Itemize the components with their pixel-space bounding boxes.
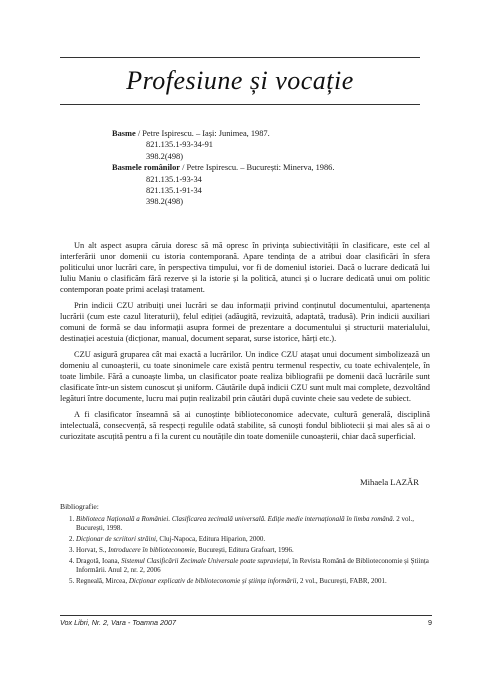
- bib-author: Horvat, S.,: [76, 546, 109, 554]
- header-rule-bottom: [60, 104, 420, 105]
- page-footer: [60, 618, 432, 627]
- reference-entry: [112, 162, 432, 173]
- bibliography-item: [76, 557, 430, 575]
- reference-title: Basmele românilor: [112, 163, 180, 173]
- bib-details: în Revista Română de Biblioteconomie și Știința Informării. Anul 2, nr. 2, 2006: [76, 557, 429, 574]
- czu-code: 398.2(498): [146, 197, 183, 207]
- bibliography: [60, 502, 430, 588]
- body-paragraph: Un alt aspect asupra căruia doresc să mă opresc în privința subiectivității în clasificare, este cel al interferării unor domenii cu istoria contemporană. Apare tendința de a atribui doar clasificări în sfera politicului unor lucrări care, în perspectiva timpului, vor fi de domeniul istoriei. Dacă o lucrare dedicată lui Iuliu Maniu o clasificăm fără rezerve și la istorie și la politică, atunci și o lucrare dedicată unui om politic contemporan poate primi același tratament.: [60, 241, 430, 294]
- author-signature: Mihaela LAZĂR: [360, 477, 419, 487]
- reference-entry: [112, 128, 432, 139]
- journal-issue: Vox Libri, Nr. 2, Vara - Toamna 2007: [60, 618, 176, 627]
- czu-code: 821.135.1-91-34: [146, 186, 202, 196]
- bibliography-item: [76, 546, 430, 555]
- reference-title: Basme: [112, 129, 136, 138]
- page-number: 9: [428, 618, 432, 627]
- bibliography-item: [76, 515, 430, 533]
- reference-examples: [112, 128, 432, 208]
- bib-details: 2 vol., București, 1998.: [76, 515, 414, 532]
- bib-details: Cluj-Napoca, Editura Hiparion, 2000.: [157, 535, 266, 543]
- body-paragraph: CZU asigură gruparea cât mai exactă a lucrărilor. Un indice CZU atașat unui document simbolizează un domeniu al cunoașterii, cu toate sinonimele care există pentru termenul respectiv, cu toate echivalențele, în toate limbile. Fără a cunoaște limba, un clasificator poate realiza bibliografii pe domenii dacă lucrările sunt clasificate într-un sistem cunoscut și uniform. Căutările după indicii CZU sunt mult mai complete, dezvoltând legături între documente, lucru mai puțin realizabil prin căutări după cuvinte cheie sau vedete de subiect.: [60, 350, 430, 403]
- bibliography-heading: Bibliografie:: [60, 502, 99, 511]
- bib-details: 2 vol., București, FABR, 2001.: [298, 577, 387, 585]
- body-paragraph: Prin indicii CZU atribuiți unei lucrări se dau informații privind conținutul documentului, apartenența lucrării (cum este cazul literaturii), felul ediției (adăugită, revizuită, adaptată, tradusă). Prin indicii auxiliari comuni de formă se dau informații asupra formei de prezentare a documentului și structurii materialului, destinației acestuia (dicționar, manual, document separat, surse istorice, hărți etc.).: [60, 301, 430, 343]
- bib-title: Dicționar de scriitori străini,: [76, 535, 158, 543]
- bib-author: Dragotă, Ioana,: [76, 557, 122, 565]
- footer-rule: [60, 615, 432, 616]
- bib-title: Introducere în biblioteconomie,: [108, 546, 197, 554]
- article-body: [60, 240, 430, 447]
- bib-title: Dicționar explicativ de biblioteconomie și știința informării,: [128, 577, 299, 585]
- bib-author: Regneală, Mircea,: [76, 577, 129, 585]
- reference-details: / Petre Ispirescu. – București: Minerva, 1986.: [180, 163, 335, 173]
- czu-code: 821.135.1-93-34: [146, 174, 202, 184]
- czu-code: 398.2(498): [146, 151, 183, 161]
- bibliography-item: [76, 577, 430, 586]
- bib-title: Biblioteca Națională a României. Clasificarea zecimală universală. Ediție medie internațională în limba română.: [76, 515, 395, 523]
- reference-details: / Petre Ispirescu. – Iași: Junimea, 1987.: [135, 129, 270, 138]
- bib-title: Sistemul Clasificării Zecimale Universale poate supraviețui,: [121, 557, 291, 565]
- section-title: Profesiune și vocație: [126, 66, 354, 95]
- header-rule-top: [60, 57, 420, 58]
- bib-details: București, Editura Grafoart, 1996.: [196, 546, 294, 554]
- bibliography-item: [76, 535, 430, 544]
- body-paragraph: A fi clasificator înseamnă să ai cunoștințe biblioteconomice adecvate, cultură generală, disciplină intelectuală, consecvență, să respecți regulile odată stabilite, să cunoști fondul bibliotecii și mai ales să ai o curiozitate ascuțită pentru a fi la curent cu noutățile din toate domeniile cunoașterii, chiar dacă superficial.: [60, 410, 430, 441]
- czu-code: 821.135.1-93-34-91: [146, 140, 213, 150]
